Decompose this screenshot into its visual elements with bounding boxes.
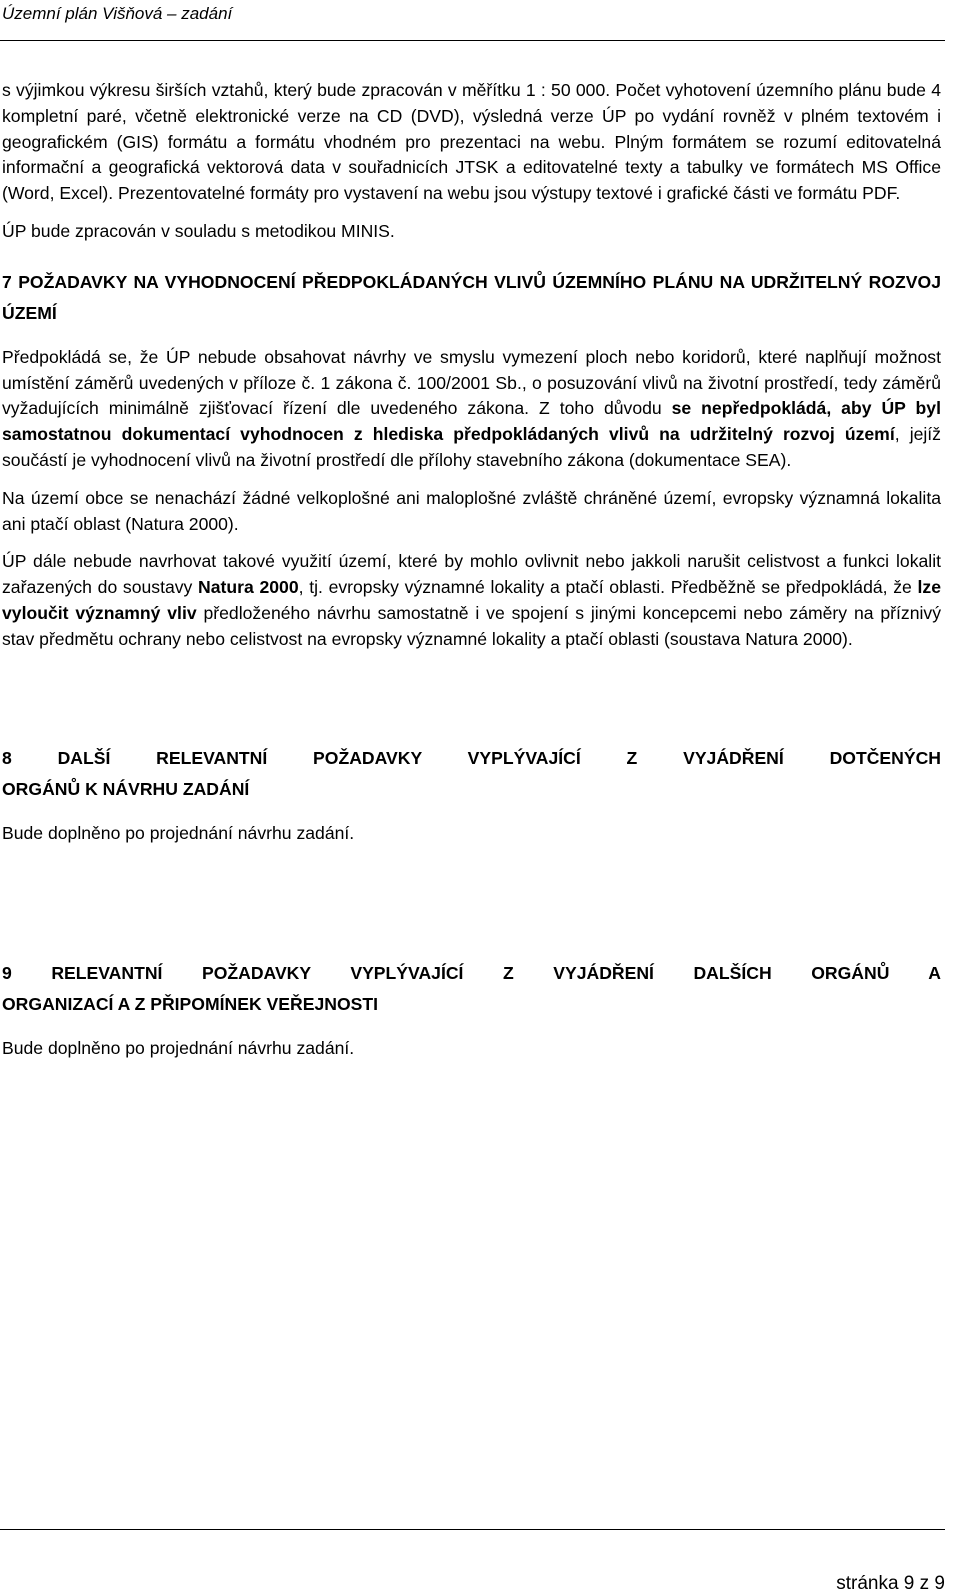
document-header-title: Územní plán Višňová – zadání (2, 4, 233, 23)
section-7-natura-bold-1: Natura 2000 (198, 577, 299, 598)
section-9-heading-line-2: ORGANIZACÍ A Z PŘIPOMÍNEK VEŘEJNOSTI (2, 994, 379, 1015)
spacer (2, 537, 941, 549)
paragraph-minis-method: ÚP bude zpracován v souladu s metodikou MINIS. (2, 220, 395, 241)
spacer (2, 805, 941, 821)
page-number: stránka 9 z 9 (836, 1573, 945, 1594)
spacer (2, 245, 941, 267)
spacer (2, 329, 941, 345)
section-8-heading (2, 743, 941, 805)
section-8-heading-line-1: 8 DALŠÍ RELEVANTNÍ POŽADAVKY VYPLÝVAJÍCÍ Z VYJÁDŘENÍ DOTČENÝCH (2, 747, 941, 768)
section-7-paragraph-natura (2, 549, 941, 652)
section-7-heading: 7 POŽADAVKY NA VYHODNOCENÍ PŘEDPOKLÁDANÝCH VLIVŮ ÚZEMNÍHO PLÁNU NA UDRŽITELNÝ ROZVOJ ÚZEMÍ (2, 271, 941, 323)
spacer (2, 846, 941, 958)
section-9-text: Bude doplněno po projednání návrhu zadání. (2, 1038, 355, 1059)
section-7-natura-text-a: ÚP dále nebude navrhovat takové využití území, které by mohlo ovlivnit nebo jakkoli narušit celistvost a funkci lokalit zařazených do soustavy (2, 551, 941, 598)
section-7-natura-text-b: , tj. evropsky významné lokality a ptačí oblasti. Předběžně se předpokládá, že (298, 577, 918, 598)
spacer (2, 1020, 941, 1036)
section-7-paragraph-protected-areas: Na území obce se nenachází žádné velkoplošné ani maloplošné zvláště chráněné území, evropsky významná lokalita ani ptačí oblast (Natura 2000). (2, 487, 941, 534)
section-8-heading-line-2: ORGÁNŮ K NÁVRHU ZADÁNÍ (2, 778, 250, 799)
section-7-paragraph-assessment-text-c: , jejíž součástí je vyhodnocení vlivů na životní prostředí dle přílohy stavebního zákona (dokumentace SEA). (2, 424, 941, 470)
section-7-paragraph-assessment (2, 345, 941, 474)
section-7-paragraph-assessment-bold: se nepředpokládá, aby ÚP byl samostatnou dokumentací vyhodnocen z hlediska předpokládaných vlivů na udržitelný rozvoj území (2, 398, 941, 445)
spacer (2, 474, 941, 486)
section-7-natura-text-c: předloženého návrhu samostatně i ve spojení s jinými koncepcemi nebo záměry na příznivý stav předmětu ochrany nebo celistvost na evropsky významné lokality a ptačí oblasti (soustava Natura 2000). (2, 602, 941, 649)
spacer (2, 207, 941, 219)
section-7-paragraph-assessment-text-a: Předpokládá se, že ÚP nebude obsahovat návrhy ve smyslu vymezení ploch nebo koridorů, které naplňují možnost umístění záměrů uvedených v příloze č. 1 zákona č. 100/2001 Sb., o posuzování vlivů na životní prostředí, tedy záměrů vyžadujících minimálně zjišťovací řízení dle uvedeného zákona. Z toho důvodu (2, 346, 941, 419)
header-divider (0, 40, 945, 41)
spacer (2, 653, 941, 743)
section-9-heading (2, 958, 941, 1020)
section-9-heading-line-1: 9 RELEVANTNÍ POŽADAVKY VYPLÝVAJÍCÍ Z VYJÁDŘENÍ DALŠÍCH ORGÁNŮ A (2, 963, 941, 984)
paragraph-output-formats: s výjimkou výkresu širších vztahů, který bude zpracován v měřítku 1 : 50 000. Počet vyhotovení územního plánu bude 4 kompletní paré, včetně elektronické verze na CD (DVD), výsledná verze ÚP po vydání rovněž v plném textovém i geografickém (GIS) formátu a formátu vhodném pro prezentaci na webu. Plným formátem se rozumí editovatelná informační a geografická vektorová data v souřadnicích JTSK a editovatelné texty a tabulky ve formátech MS Office (Word, Excel). Prezentovatelné formáty pro vystavení na webu jsou výstupy textové i grafické části ve formátu PDF. (2, 80, 941, 204)
section-8-text: Bude doplněno po projednání návrhu zadání. (2, 822, 355, 843)
section-7-natura-bold-2: lze vyloučit významný vliv (2, 577, 941, 623)
footer-divider (0, 1529, 945, 1530)
document-body (2, 78, 941, 1062)
